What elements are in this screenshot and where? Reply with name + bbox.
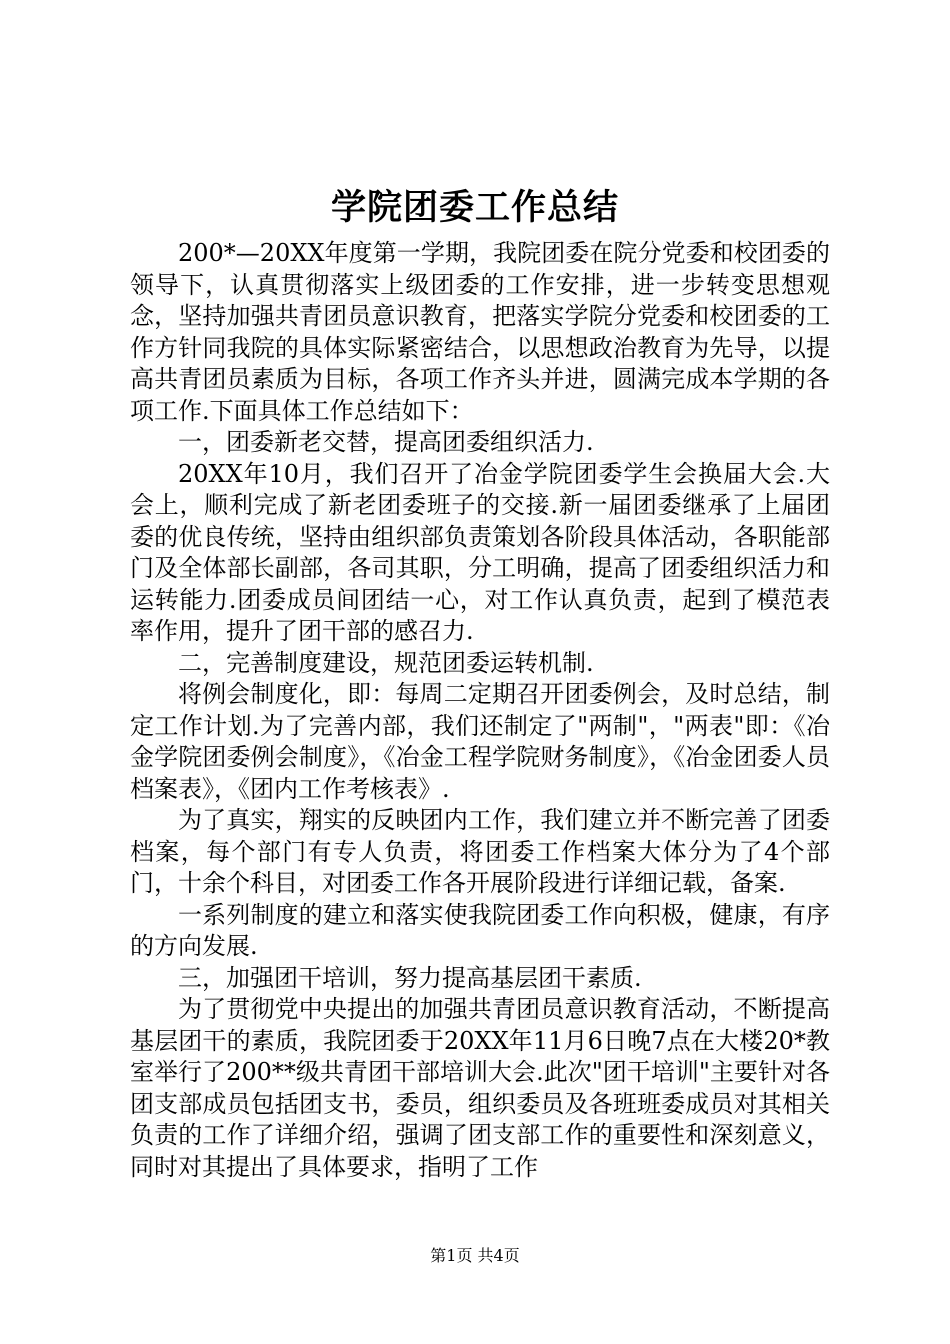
paragraph-system-result: 一系列制度的建立和落实使我院团委工作向积极，健康，有序的方向发展. [130, 900, 830, 960]
paragraph-section-1: 20XX年10月，我们召开了冶金学院团委学生会换届大会.大会上，顺利完成了新老团委班子的交接.新一届团委继承了上届团委的优良传统，坚持由组织部负责策划各阶段具体活动，各职能部门及全体部长副部，各司其职，分工明确，提高了团委组织活力和运转能力.团委成员间团结一心，对工作认真负责，起到了模范表率作用，提升了团干部的感召力. [130, 459, 830, 645]
document-title: 学院团委工作总结 [330, 187, 619, 228]
section-heading-3: 三，加强团干培训，努力提高基层团干素质. [178, 963, 642, 992]
paragraph-archives: 为了真实，翔实的反映团内工作，我们建立并不断完善了团委档案，每个部门有专人负责，将团委工作档案大体分为了4个部门，十余个科目，对团委工作各开展阶段进行详细记载，备案. [130, 806, 830, 897]
document-body [130, 238, 830, 1183]
section-heading-1: 一，团委新老交替，提高团委组织活力. [178, 428, 594, 456]
section-heading-2: 二，完善制度建设，规范团委运转机制. [178, 648, 594, 677]
paragraph-meeting-system: 将例会制度化，即：每周二定期召开团委例会，及时总结，制定工作计划.为了完善内部，我们还制定了"两制"，"两表"即：《冶金学院团委例会制度》，《冶金工程学院财务制度》，《冶金团委人员档案表》，《团内工作考核表》. [130, 680, 830, 803]
paragraph-intro: 200*—20XX年度第一学期，我院团委在院分党委和校团委的领导下，认真贯彻落实上级团委的工作安排，进一步转变思想观念，坚持加强共青团员意识教育，把落实学院分党委和校团委的工作方针同我院的具体实际紧密结合，以思想政治教育为先导，以提高共青团员素质为目标，各项工作齐头并进，圆满完成本学期的各项工作.下面具体工作总结如下： [130, 239, 830, 425]
paragraph-training: 为了贯彻党中央提出的加强共青团员意识教育活动，不断提高基层团干的素质，我院团委于20XX年11月6日晚7点在大楼20*教室举行了200**级共青团干部培训大会.此次"团干培训"主要针对各团支部成员包括团支书，委员，组织委员及各班班委成员对其相关负责的工作了详细介绍，强调了团支部工作的重要性和深刻意义，同时对其提出了具体要求，指明了工作 [130, 995, 830, 1181]
page-number-footer: 第1页 共4页 [430, 1246, 520, 1265]
